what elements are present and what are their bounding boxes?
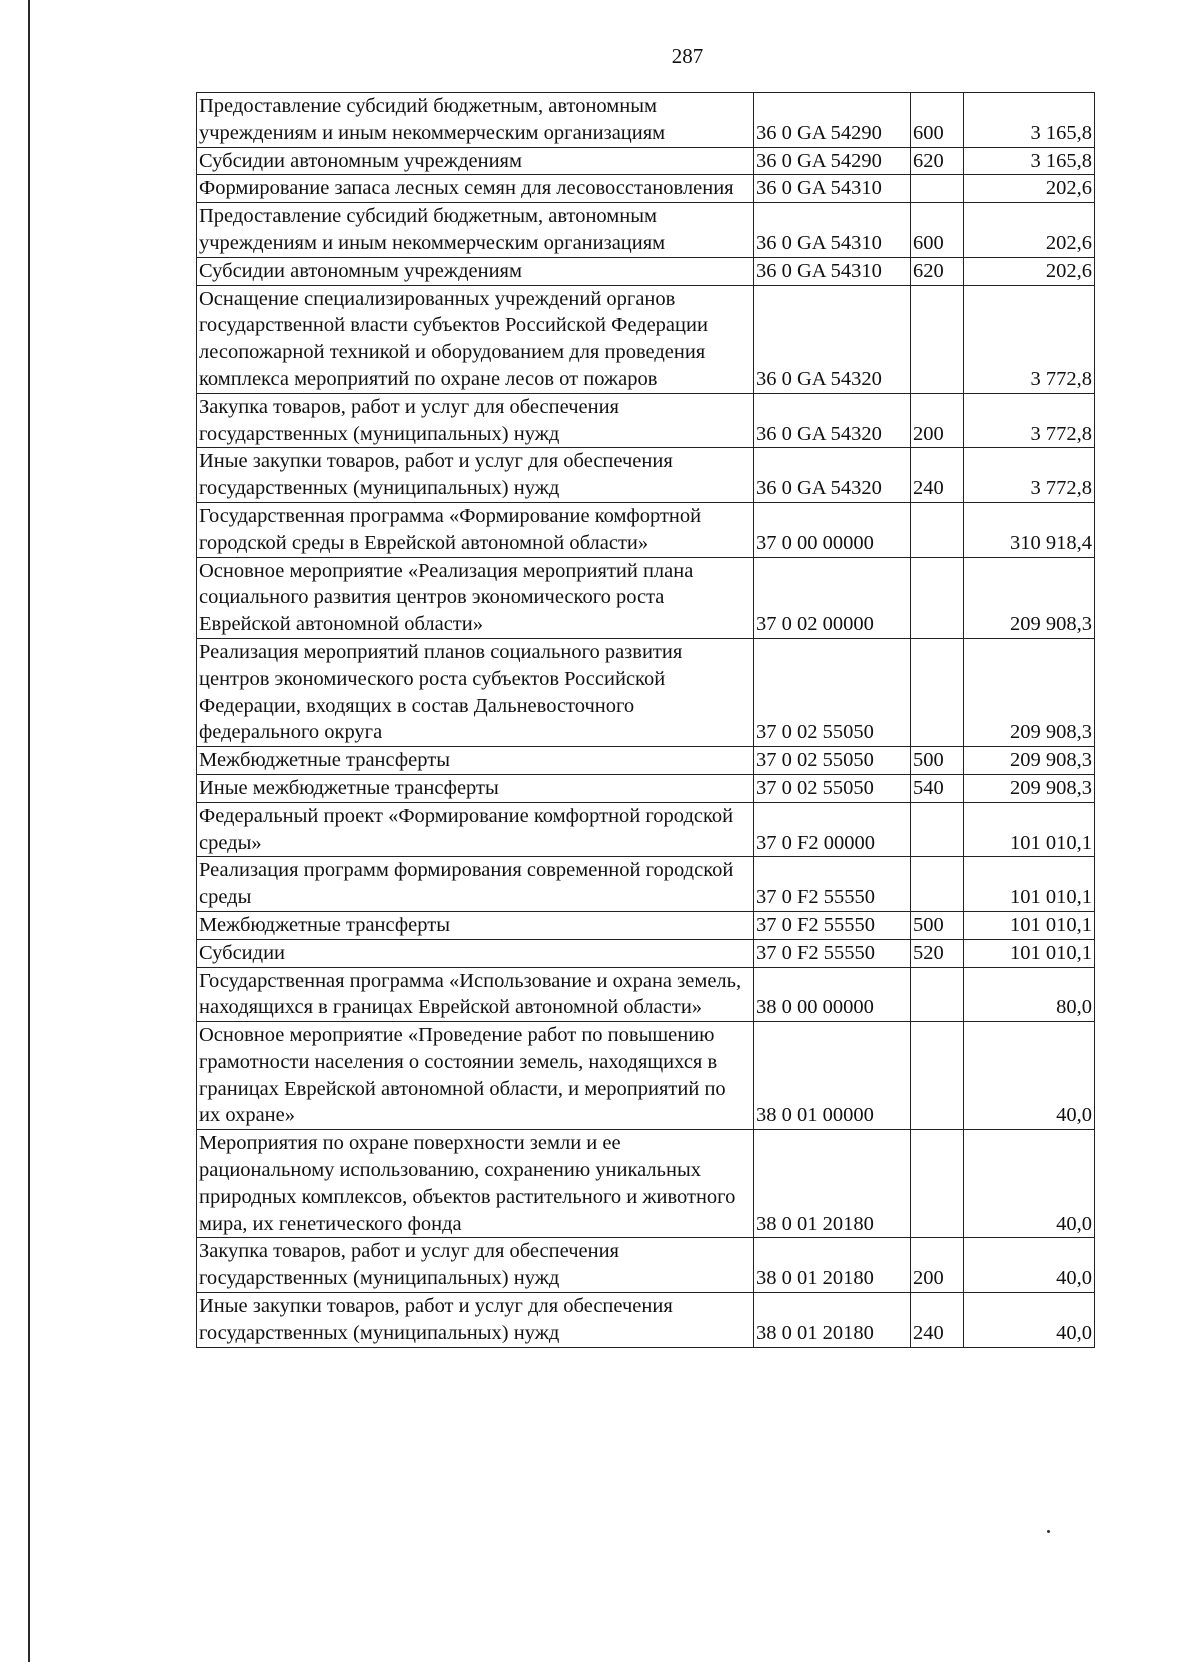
row-amount: 202,6 (964, 175, 1095, 203)
row-amount: 3 772,8 (964, 285, 1095, 393)
row-code: 38 0 01 20180 (754, 1130, 911, 1238)
row-name: Субсидии автономным учреждениям (197, 257, 754, 285)
row-expense-type: 200 (911, 1238, 964, 1293)
row-amount: 101 010,1 (964, 911, 1095, 939)
row-name: Мероприятия по охране поверхности земли и ее рациональному использованию, сохранению уникальных природных комплексов, объектов растительного и животного мира, их генетического фонда (197, 1130, 754, 1238)
row-amount: 209 908,3 (964, 747, 1095, 775)
table-row (197, 175, 1095, 203)
row-name: Субсидии автономным учреждениям (197, 147, 754, 175)
row-code: 37 0 00 00000 (754, 502, 911, 557)
budget-table-wrapper (196, 92, 1095, 1348)
row-code: 36 0 GA 54290 (754, 93, 911, 148)
table-row (197, 967, 1095, 1022)
row-amount: 202,6 (964, 257, 1095, 285)
row-amount: 209 908,3 (964, 638, 1095, 746)
table-row (197, 393, 1095, 448)
table-row (197, 802, 1095, 857)
table-row (197, 557, 1095, 638)
table-row (197, 911, 1095, 939)
table-row (197, 257, 1095, 285)
row-amount: 209 908,3 (964, 557, 1095, 638)
row-expense-type (911, 857, 964, 912)
row-name: Иные межбюджетные трансферты (197, 774, 754, 802)
row-name: Федеральный проект «Формирование комфортной городской среды» (197, 802, 754, 857)
row-code: 37 0 02 55050 (754, 638, 911, 746)
row-code: 36 0 GA 54320 (754, 393, 911, 448)
row-expense-type: 200 (911, 393, 964, 448)
row-amount: 40,0 (964, 1293, 1095, 1348)
table-row (197, 203, 1095, 258)
row-code: 36 0 GA 54310 (754, 175, 911, 203)
budget-table (196, 92, 1095, 1348)
row-expense-type (911, 557, 964, 638)
row-name: Закупка товаров, работ и услуг для обеспечения государственных (муниципальных) нужд (197, 1238, 754, 1293)
table-row (197, 285, 1095, 393)
row-expense-type (911, 175, 964, 203)
row-code: 37 0 F2 55550 (754, 911, 911, 939)
row-expense-type: 240 (911, 448, 964, 503)
row-name: Межбюджетные трансферты (197, 911, 754, 939)
row-name: Предоставление субсидий бюджетным, автономным учреждениям и иным некоммерческим организациям (197, 93, 754, 148)
row-expense-type: 620 (911, 257, 964, 285)
row-code: 37 0 02 55050 (754, 747, 911, 775)
scan-speck (1047, 1530, 1050, 1533)
budget-table-body (197, 93, 1095, 1348)
row-amount: 310 918,4 (964, 502, 1095, 557)
row-code: 38 0 01 20180 (754, 1238, 911, 1293)
table-row (197, 1022, 1095, 1130)
row-name: Межбюджетные трансферты (197, 747, 754, 775)
row-name: Основное мероприятие «Проведение работ по повышению грамотности населения о состоянии земель, находящихся в границах Еврейской автономной области, и мероприятий по их охране» (197, 1022, 754, 1130)
row-expense-type (911, 502, 964, 557)
row-expense-type: 600 (911, 203, 964, 258)
row-expense-type: 540 (911, 774, 964, 802)
row-name: Государственная программа «Формирование комфортной городской среды в Еврейской автономной области» (197, 502, 754, 557)
row-code: 36 0 GA 54310 (754, 257, 911, 285)
table-row (197, 1238, 1095, 1293)
row-name: Оснащение специализированных учреждений органов государственной власти субъектов Российской Федерации лесопожарной техникой и оборудованием для проведения комплекса мероприятий по охране лесов от пожаров (197, 285, 754, 393)
scan-edge-line (28, 0, 30, 1662)
table-row (197, 774, 1095, 802)
row-name: Основное мероприятие «Реализация мероприятий плана социального развития центров экономического роста Еврейской автономной области» (197, 557, 754, 638)
row-amount: 3 772,8 (964, 393, 1095, 448)
row-expense-type (911, 1130, 964, 1238)
table-row (197, 93, 1095, 148)
table-row (197, 939, 1095, 967)
row-name: Предоставление субсидий бюджетным, автономным учреждениям и иным некоммерческим организациям (197, 203, 754, 258)
row-amount: 101 010,1 (964, 802, 1095, 857)
row-expense-type (911, 285, 964, 393)
row-amount: 3 165,8 (964, 147, 1095, 175)
row-amount: 40,0 (964, 1238, 1095, 1293)
row-code: 37 0 02 55050 (754, 774, 911, 802)
row-name: Иные закупки товаров, работ и услуг для обеспечения государственных (муниципальных) нужд (197, 448, 754, 503)
row-expense-type (911, 638, 964, 746)
row-amount: 3 165,8 (964, 93, 1095, 148)
row-amount: 101 010,1 (964, 939, 1095, 967)
row-expense-type: 620 (911, 147, 964, 175)
table-row (197, 638, 1095, 746)
row-expense-type: 500 (911, 911, 964, 939)
row-code: 38 0 01 20180 (754, 1293, 911, 1348)
row-code: 36 0 GA 54320 (754, 448, 911, 503)
row-name: Закупка товаров, работ и услуг для обеспечения государственных (муниципальных) нужд (197, 393, 754, 448)
row-expense-type: 500 (911, 747, 964, 775)
row-name: Формирование запаса лесных семян для лесовосстановления (197, 175, 754, 203)
page-number: 287 (671, 44, 704, 68)
row-expense-type (911, 1022, 964, 1130)
row-code: 37 0 F2 55550 (754, 939, 911, 967)
row-code: 38 0 00 00000 (754, 967, 911, 1022)
row-amount: 40,0 (964, 1022, 1095, 1130)
row-code: 36 0 GA 54310 (754, 203, 911, 258)
row-expense-type (911, 802, 964, 857)
table-row (197, 147, 1095, 175)
table-row (197, 857, 1095, 912)
row-amount: 3 772,8 (964, 448, 1095, 503)
row-code: 37 0 F2 00000 (754, 802, 911, 857)
table-row (197, 1293, 1095, 1348)
row-expense-type: 600 (911, 93, 964, 148)
row-amount: 202,6 (964, 203, 1095, 258)
row-amount: 40,0 (964, 1130, 1095, 1238)
row-code: 36 0 GA 54290 (754, 147, 911, 175)
row-amount: 209 908,3 (964, 774, 1095, 802)
row-code: 38 0 01 00000 (754, 1022, 911, 1130)
row-name: Государственная программа «Использование и охрана земель, находящихся в границах Еврейской автономной области» (197, 967, 754, 1022)
row-expense-type: 240 (911, 1293, 964, 1348)
row-code: 37 0 F2 55550 (754, 857, 911, 912)
row-code: 37 0 02 00000 (754, 557, 911, 638)
table-row (197, 448, 1095, 503)
row-name: Реализация программ формирования современной городской среды (197, 857, 754, 912)
row-name: Субсидии (197, 939, 754, 967)
row-expense-type (911, 967, 964, 1022)
row-amount: 101 010,1 (964, 857, 1095, 912)
table-row (197, 502, 1095, 557)
row-name: Иные закупки товаров, работ и услуг для обеспечения государственных (муниципальных) нужд (197, 1293, 754, 1348)
row-name: Реализация мероприятий планов социального развития центров экономического роста субъектов Российской Федерации, входящих в состав Дальневосточного федерального округа (197, 638, 754, 746)
table-row (197, 1130, 1095, 1238)
row-expense-type: 520 (911, 939, 964, 967)
row-code: 36 0 GA 54320 (754, 285, 911, 393)
table-row (197, 747, 1095, 775)
row-amount: 80,0 (964, 967, 1095, 1022)
